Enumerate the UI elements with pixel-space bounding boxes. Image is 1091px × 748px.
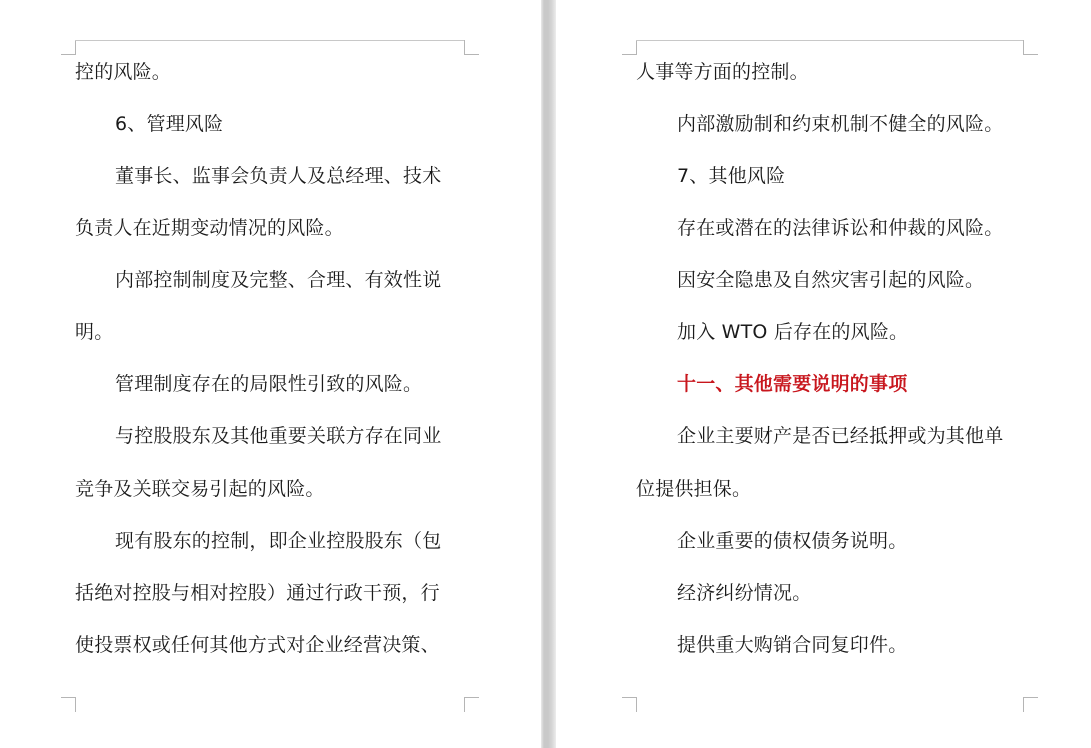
- corner-mark-top-left: [622, 40, 637, 55]
- paragraph-line: 企业主要财产是否已经抵押或为其他单: [677, 425, 1004, 447]
- paragraph-line: 管理制度存在的局限性引致的风险。: [115, 373, 423, 395]
- header-margin-rule: [75, 40, 464, 41]
- paragraph-line: 竞争及关联交易引起的风险。: [75, 478, 325, 500]
- paragraph-line: 负责人在近期变动情况的风险。: [75, 217, 344, 239]
- corner-mark-top-right: [1023, 40, 1038, 55]
- paragraph-line: 因安全隐患及自然灾害引起的风险。: [677, 269, 985, 291]
- paragraph-line: 企业重要的债权债务说明。: [677, 530, 908, 552]
- paragraph-line: 董事长、监事会负责人及总经理、技术: [115, 165, 442, 187]
- section-heading: 6、管理风险: [115, 113, 224, 135]
- corner-mark-bottom-right: [1023, 697, 1038, 712]
- paragraph-line: 位提供担保。: [636, 478, 752, 500]
- paragraph-line: 内部控制制度及完整、合理、有效性说: [115, 269, 442, 291]
- paragraph-line: 控的风险。: [75, 61, 172, 83]
- corner-mark-bottom-right: [464, 697, 479, 712]
- section-heading: 7、其他风险: [677, 165, 786, 187]
- document-page-left: [0, 0, 541, 748]
- paragraph-line: 加入 WTO 后存在的风险。: [677, 321, 909, 343]
- header-margin-rule: [636, 40, 1023, 41]
- corner-mark-top-left: [61, 40, 76, 55]
- paragraph-line: 经济纠纷情况。: [677, 582, 812, 604]
- chapter-heading-red: 十一、其他需要说明的事项: [677, 373, 908, 395]
- paragraph-line: 使投票权或任何其他方式对企业经营决策、: [75, 634, 440, 656]
- paragraph-line: 人事等方面的控制。: [636, 61, 809, 83]
- corner-mark-top-right: [464, 40, 479, 55]
- paragraph-line: 明。: [75, 321, 114, 343]
- paragraph-line: 与控股股东及其他重要关联方存在同业: [115, 425, 442, 447]
- corner-mark-bottom-left: [622, 697, 637, 712]
- document-page-right: [556, 0, 1091, 748]
- paragraph-line: 提供重大购销合同复印件。: [677, 634, 908, 656]
- corner-mark-bottom-left: [61, 697, 76, 712]
- paragraph-line: 存在或潜在的法律诉讼和仲裁的风险。: [677, 217, 1004, 239]
- paragraph-line: 括绝对控股与相对控股）通过行政干预，行: [75, 582, 440, 604]
- page-gutter: [541, 0, 556, 748]
- paragraph-line: 内部激励制和约束机制不健全的风险。: [677, 113, 1004, 135]
- paragraph-line: 现有股东的控制，即企业控股股东（包: [115, 530, 442, 552]
